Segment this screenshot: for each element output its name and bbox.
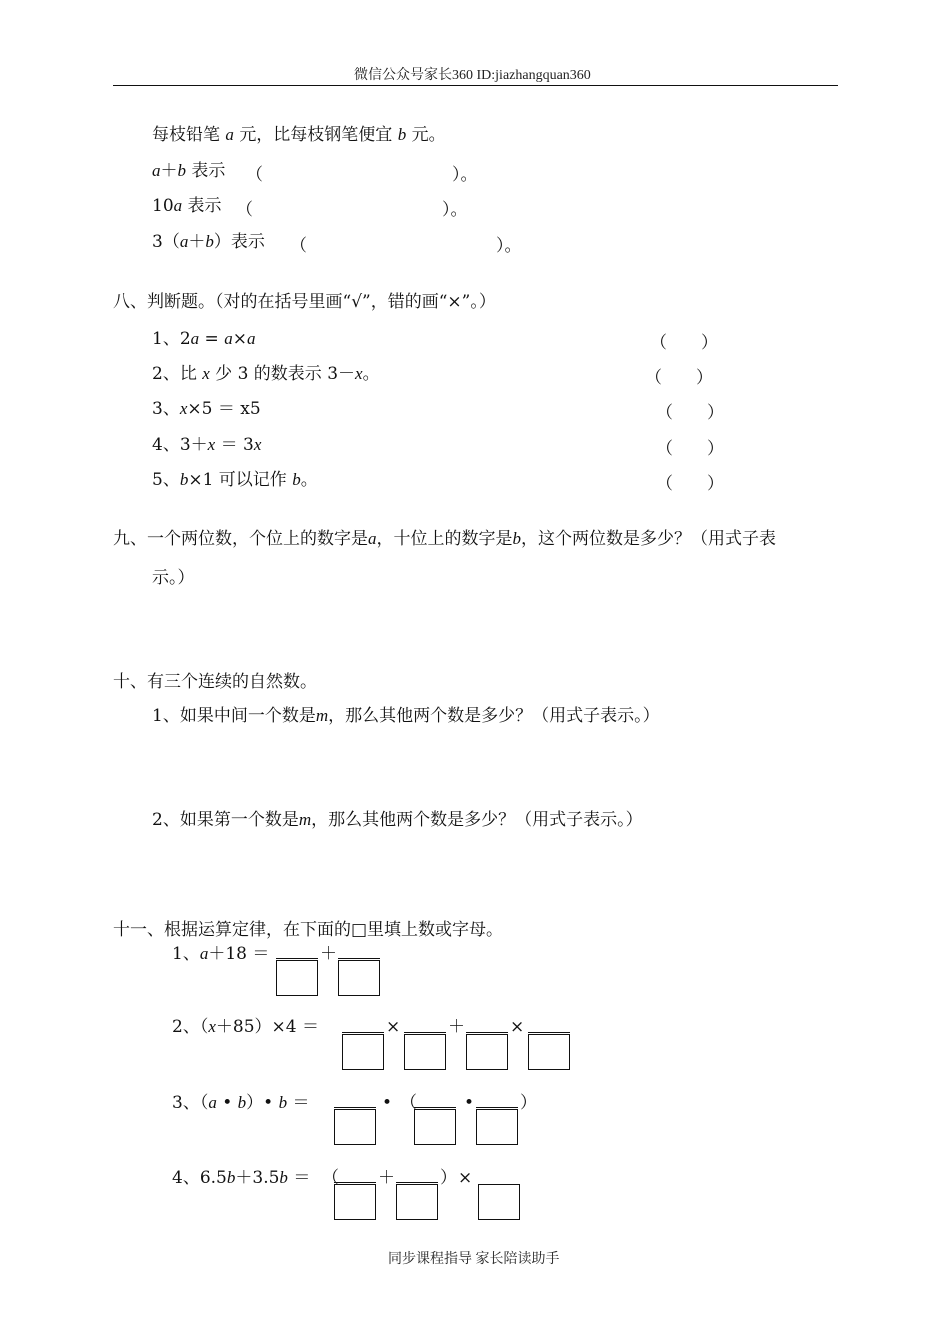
answer-box[interactable] [478, 1184, 520, 1220]
variable-b: b [278, 1093, 288, 1112]
text-fragment: ×1 可以记作 [188, 470, 293, 490]
answer-close-paren: ）。 [442, 200, 468, 220]
section-11-title: 十一、根据运算定律，在下面的□里填上数或字母。 [113, 920, 504, 940]
close-paren: ） [440, 1168, 457, 1188]
open-paren: （ [322, 1168, 339, 1188]
answer-box[interactable] [276, 960, 318, 996]
plus-sign: ＋ [188, 232, 206, 252]
variable-a: a [173, 196, 183, 215]
variable: a [246, 329, 256, 348]
text-fragment: 6.5 [199, 1168, 227, 1188]
judgement-item [152, 327, 255, 351]
variable-x: x [208, 1017, 216, 1036]
variable: x [207, 435, 216, 454]
text-fragment: × [232, 329, 247, 349]
answer-box[interactable] [528, 1034, 570, 1070]
fill-underline [528, 1032, 570, 1033]
fill-underline [276, 958, 318, 959]
section-9-question [113, 527, 776, 551]
answer-close-paren: ）。 [452, 165, 478, 185]
text-fragment: 表示 [191, 161, 226, 181]
fill-underline [334, 1182, 376, 1183]
text-fragment: ）• [246, 1093, 274, 1113]
answer-box[interactable] [414, 1109, 456, 1145]
question-3-a-plus-b [152, 230, 265, 254]
section-10-question-2 [152, 808, 643, 832]
variable: b [292, 470, 301, 489]
text-fragment: 每枝铅笔 [152, 125, 220, 145]
plus-sign: ＋ [378, 1168, 395, 1188]
fill-underline [404, 1032, 446, 1033]
variable-a: a [208, 1093, 217, 1112]
question-10a [152, 194, 222, 218]
section-10-question-1 [152, 704, 660, 728]
item-number: 5、 [152, 470, 180, 490]
text-fragment: 1、如果中间一个数是 [152, 706, 316, 726]
pencil-price-statement [152, 123, 446, 147]
answer-box[interactable] [342, 1034, 384, 1070]
answer-open-paren: （ [236, 200, 253, 220]
item-number: 4、 [172, 1168, 200, 1188]
text-fragment: 元。 [411, 125, 446, 145]
fill-underline [334, 1107, 376, 1108]
judgement-item [152, 433, 261, 457]
text-fragment: ＋85）×4 ＝ [215, 1017, 319, 1037]
item-number: 2、 [172, 1017, 200, 1037]
dot-operator: • [464, 1093, 475, 1113]
section-10-title: 十、有三个连续的自然数。 [113, 672, 317, 692]
answer-box[interactable] [396, 1184, 438, 1220]
text-fragment: 少 3 的数表示 3－ [209, 364, 356, 384]
item-number: 3、 [172, 1093, 200, 1113]
section-11-question-1 [172, 942, 269, 966]
text-fragment: 九、一个两位数，个位上的数字是 [113, 529, 368, 549]
text-fragment: ，那么其他两个数是多少？（用式子表示。） [311, 810, 643, 830]
text-fragment: 2 [179, 329, 191, 349]
variable: b [179, 470, 189, 489]
section-8-title: 八、判断题。（对的在括号里画“√”，错的画“×”。） [113, 292, 496, 312]
judgement-item [152, 468, 318, 492]
judgement-answer-paren[interactable]: （ ） [645, 368, 713, 388]
text-fragment: ＝ [287, 1093, 310, 1113]
variable-b: b [226, 1168, 236, 1187]
text-fragment: 2、如果第一个数是 [152, 810, 299, 830]
judgement-answer-paren[interactable]: （ ） [656, 403, 724, 423]
item-number: 2、 [152, 364, 180, 384]
answer-open-paren: （ [246, 165, 263, 185]
variable-b: b [177, 161, 186, 180]
judgement-answer-paren[interactable]: （ ） [656, 474, 724, 494]
text-fragment: 3＋ [179, 435, 208, 455]
close-paren: ） [520, 1093, 537, 1113]
text-fragment: 3（ [152, 232, 180, 252]
answer-box[interactable] [338, 960, 380, 996]
judgement-item [152, 397, 261, 421]
fill-underline [466, 1032, 508, 1033]
fill-underline [342, 1032, 384, 1033]
item-number: 4、 [152, 435, 180, 455]
plus-sign: ＋ [160, 161, 178, 181]
section-11-question-3 [172, 1091, 310, 1115]
text-fragment: ＋18 ＝ [208, 944, 270, 964]
text-fragment: = [199, 329, 225, 349]
times-sign: × [510, 1017, 525, 1037]
variable: a [224, 329, 233, 348]
question-a-plus-b [152, 159, 225, 183]
answer-box[interactable] [334, 1109, 376, 1145]
dot-operator: • [382, 1093, 393, 1113]
variable-b: b [397, 125, 407, 144]
plus-sign: ＋ [448, 1017, 465, 1037]
variable-a: a [368, 529, 377, 548]
open-paren: （ [400, 1093, 417, 1113]
text-fragment: 表示 [187, 196, 222, 216]
header-rule [113, 85, 838, 86]
text-fragment: ＋3.5 [235, 1168, 280, 1188]
item-number: 1、 [152, 329, 180, 349]
page-footer: 同步课程指导 家长陪读助手 [388, 1252, 560, 1267]
text-fragment: ＝ [287, 1168, 311, 1188]
section-9-question-cont: 示。） [152, 568, 195, 588]
item-number: 1、 [172, 944, 200, 964]
answer-open-paren: （ [290, 236, 307, 256]
judgement-item [152, 362, 380, 386]
variable: a [190, 329, 200, 348]
answer-box[interactable] [466, 1034, 508, 1070]
variable: x [202, 364, 210, 383]
variable: x [179, 399, 188, 418]
text-fragment: ＝ 3 [215, 435, 254, 455]
variable-b: b [512, 529, 521, 548]
variable: x [355, 364, 363, 383]
dot-operator: • [216, 1093, 238, 1113]
fill-underline [338, 958, 380, 959]
variable: x [253, 435, 262, 454]
judgement-answer-paren[interactable]: （ ） [656, 439, 724, 459]
item-number: 3、 [152, 399, 180, 419]
text-fragment: ，这个两位数是多少？（用式子表 [521, 529, 776, 549]
fill-underline [414, 1107, 456, 1108]
variable-a: a [179, 232, 189, 251]
text-fragment: ，那么其他两个数是多少？（用式子表示。） [328, 706, 660, 726]
plus-sign: ＋ [320, 944, 337, 964]
variable-m: m [298, 810, 312, 829]
variable-b: b [279, 1168, 288, 1187]
variable-a: a [152, 161, 161, 180]
text-fragment: （ [199, 1017, 209, 1037]
page-header: 微信公众号家长360 ID:jiazhangquan360 [354, 68, 591, 83]
text-fragment: 。 [362, 364, 380, 384]
text-fragment: 。 [300, 470, 318, 490]
variable-b: b [205, 232, 214, 251]
judgement-answer-paren[interactable]: （ ） [650, 333, 718, 353]
answer-box[interactable] [404, 1034, 446, 1070]
text-fragment: ×5 ＝ x5 [187, 399, 261, 419]
variable-a: a [199, 944, 209, 963]
times-sign: × [386, 1017, 401, 1037]
text-fragment: （ [199, 1093, 209, 1113]
answer-close-paren: ）。 [496, 236, 522, 256]
text-fragment: 10 [152, 196, 174, 216]
text-fragment: ）表示 [213, 232, 265, 252]
answer-box[interactable] [476, 1109, 518, 1145]
section-11-question-2 [172, 1015, 319, 1039]
variable-a: a [225, 125, 234, 144]
fill-underline [476, 1107, 518, 1108]
text-fragment: ，十位上的数字是 [376, 529, 513, 549]
text-fragment: 比 [179, 364, 203, 384]
section-11-question-4 [172, 1166, 310, 1190]
variable-b: b [237, 1093, 247, 1112]
variable-m: m [315, 706, 329, 725]
text-fragment: 元，比每枝钢笔便宜 [239, 125, 393, 145]
times-sign: × [458, 1168, 473, 1188]
fill-underline [396, 1182, 438, 1183]
answer-box[interactable] [334, 1184, 376, 1220]
